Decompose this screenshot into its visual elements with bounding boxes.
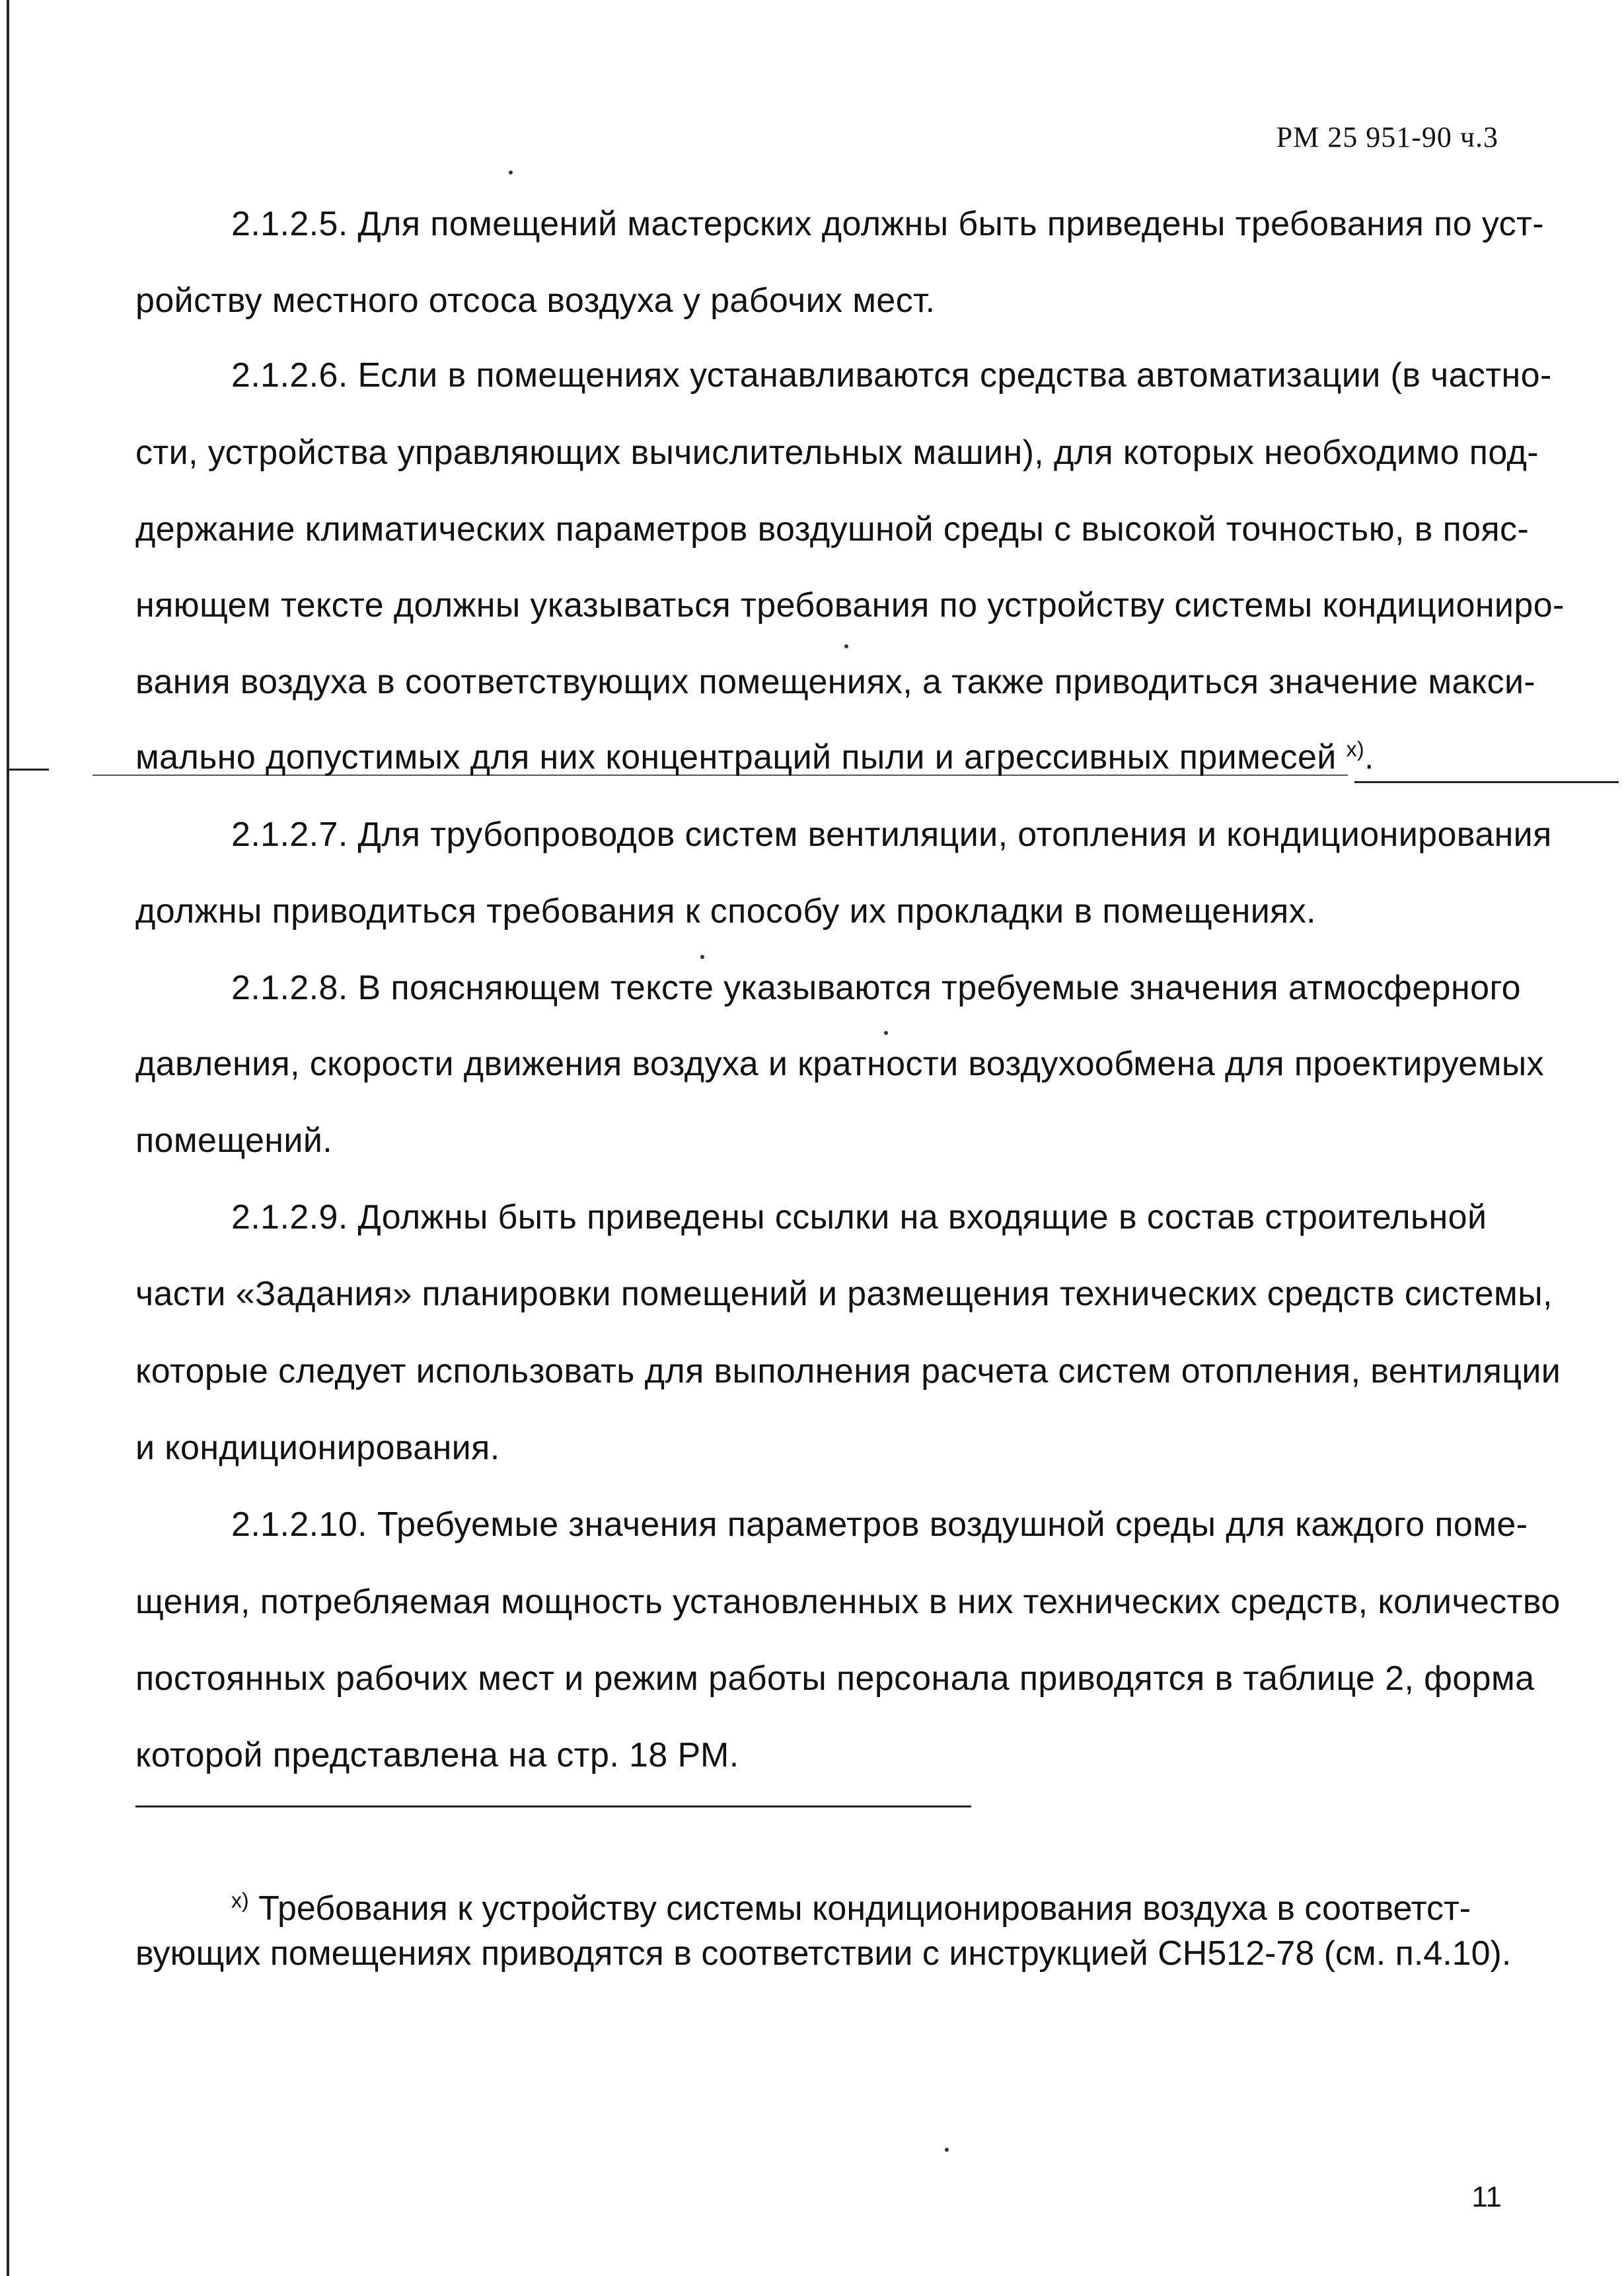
- footnote-marker: х): [231, 1888, 249, 1913]
- scan-dot: [509, 171, 513, 174]
- text-line: 2.1.2.10. Требуемые значения параметров воздушной среды для каждого поме-: [231, 1505, 1528, 1544]
- footnote-line: вующих помещениях приводятся в соответствии с инструкцией СН512-78 (см. п.4.10).: [135, 1934, 1512, 1973]
- text-line: должны приводиться требования к способу их прокладки в помещениях.: [135, 892, 1316, 930]
- text-line: которой представлена на стр. 18 РМ.: [135, 1736, 739, 1774]
- scan-dot: [884, 1031, 888, 1035]
- scan-dot: [700, 955, 704, 959]
- sentence-end: .: [1364, 738, 1374, 777]
- footnote-reference: х): [1346, 737, 1365, 761]
- text-line: ройству местного отсоса воздуха у рабочих мест.: [135, 282, 936, 320]
- text-line: постоянных рабочих мест и режим работы персонала приводятся в таблице 2, форма: [135, 1659, 1535, 1698]
- text-line: няющем тексте должны указываться требования по устройству системы кондициониро-: [135, 586, 1565, 625]
- text-line: держание климатических параметров воздушной среды с высокой точностью, в пояс-: [135, 510, 1530, 549]
- footnote-separator: [135, 1805, 971, 1807]
- text-line: сти, устройства управляющих вычислительных машин), для которых необходимо под-: [135, 434, 1539, 472]
- text-line: давления, скорости движения воздуха и кратности воздухообмена для проектируемых: [135, 1045, 1545, 1083]
- page-number: 11: [1471, 2181, 1502, 2213]
- text-line: которые следует использовать для выполнения расчета систем отопления, вентиляции: [135, 1352, 1561, 1390]
- text-line: помещений.: [135, 1121, 333, 1160]
- scan-edge-line: [7, 0, 9, 2276]
- text-line: части «Задания» планировки помещений и размещения технических средств системы,: [135, 1275, 1553, 1313]
- text-line: 2.1.2.7. Для трубопроводов систем вентиляции, отопления и кондиционирования: [231, 816, 1552, 854]
- text-line: мально допустимых для них концентраций пыли и агрессивных примесей: [135, 738, 1337, 777]
- scan-dot: [945, 2148, 949, 2152]
- footnote-text: Требования к устройству системы кондиционирования воздуха в соответст-: [248, 1889, 1471, 1928]
- text-line: вания воздуха в соответствующих помещениях, а также приводиться значение макси-: [135, 663, 1536, 701]
- text-line: 2.1.2.8. В поясняющем тексте указываются требуемые значения атмосферного: [231, 969, 1521, 1007]
- text-line: 2.1.2.9. Должны быть приведены ссылки на входящие в состав строительной: [231, 1198, 1487, 1236]
- text-line: и кондиционирования.: [135, 1429, 500, 1467]
- text-line: 2.1.2.5. Для помещений мастерских должны быть приведены требования по уст-: [231, 205, 1545, 243]
- document-code: РМ 25 951-90 ч.3: [1276, 121, 1498, 153]
- scan-artifact-line: [9, 769, 49, 771]
- text-line: щения, потребляемая мощность установленных в них технических средств, количество: [135, 1583, 1561, 1621]
- scan-dot: [844, 644, 848, 648]
- scan-artifact-line: [1354, 781, 1619, 783]
- text-line-with-footnote: [135, 738, 1374, 777]
- footnote-line: [231, 1889, 1471, 1928]
- text-line: 2.1.2.6. Если в помещениях устанавливаются средства автоматизации (в частно-: [231, 356, 1552, 395]
